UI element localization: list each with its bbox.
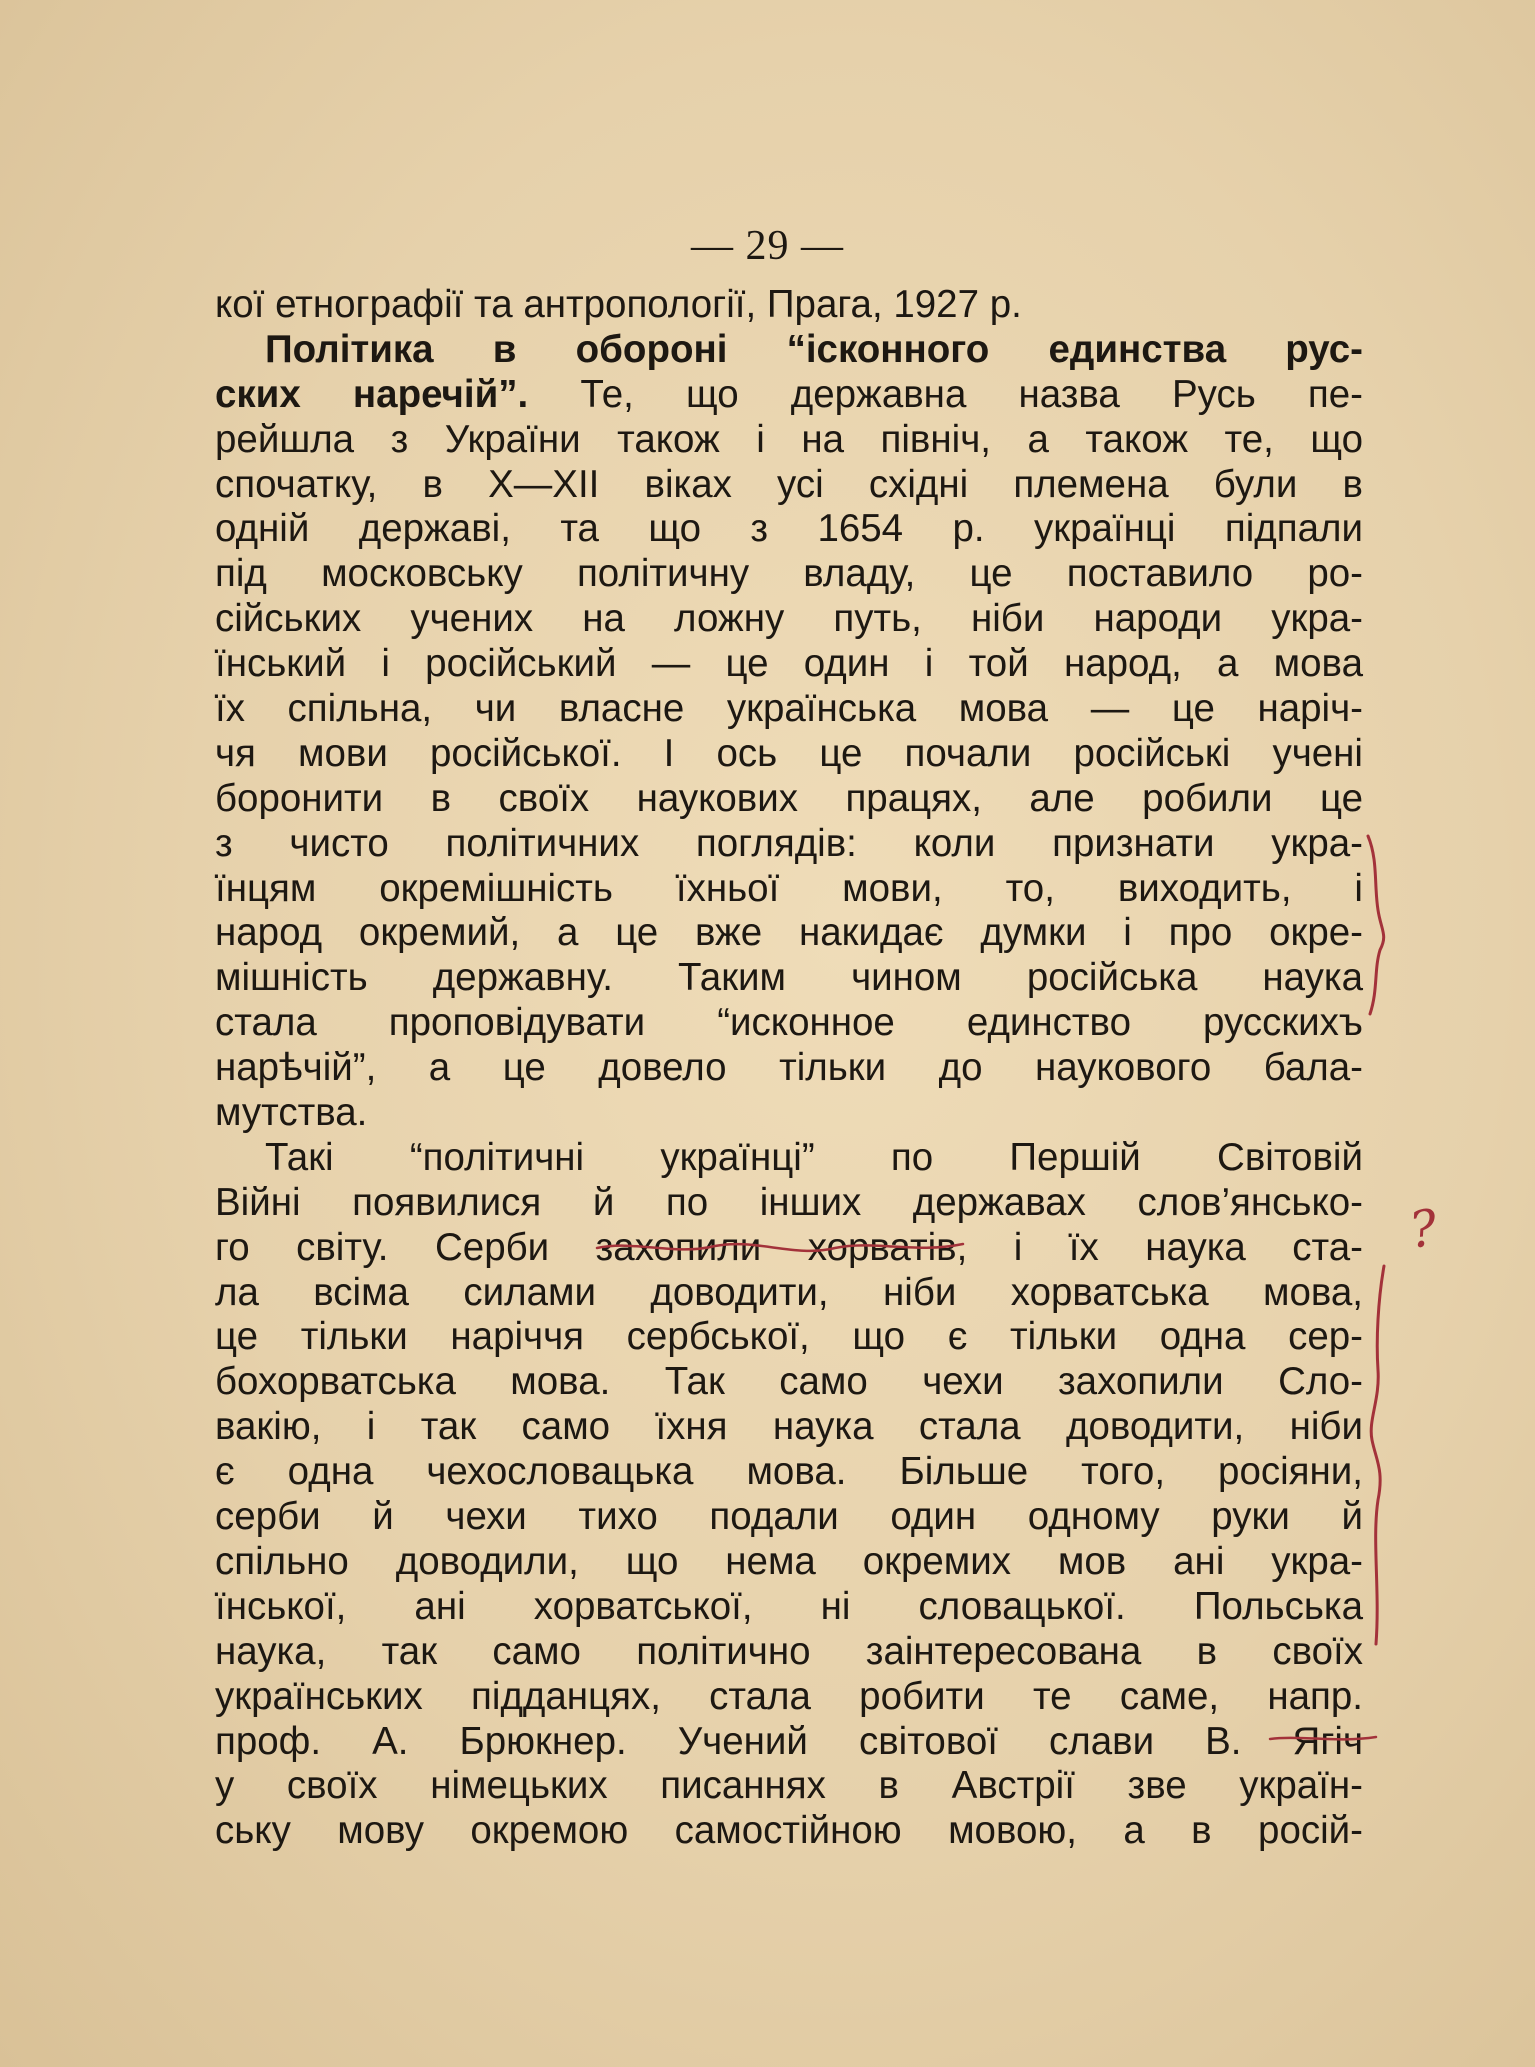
line-text: серби й чехи тихо подали один одному руки й [215, 1495, 1363, 1539]
line-text: рейшла з України також і на північ, а також те, що [215, 417, 1363, 461]
text-line [215, 597, 1363, 642]
text-line [215, 418, 1363, 463]
line-text: кої етнографії та антропології, Прага, 1927 р. [215, 283, 1022, 326]
line-text: їнської, ані хорватської, ні словацької. Польська [215, 1584, 1363, 1628]
line-text: вакію, і так само їхня наука стала доводити, ніби [215, 1405, 1363, 1449]
line-text: мішність державну. Таким чином російська наука [215, 956, 1363, 1000]
line-text: їнський і російський — це один і той народ, а мова [215, 642, 1363, 686]
text-line [215, 1226, 1363, 1271]
line-text: їх спільна, чи власне українська мова — це наріч- [215, 687, 1363, 731]
text-line [215, 1809, 1363, 1854]
text-line [215, 1271, 1363, 1316]
line-text: одній державі, та що з 1654 р. українці підпали [215, 507, 1363, 551]
line-text: проф. А. Брюкнер. Учений світової слави В. Ягіч [215, 1719, 1363, 1763]
page-number: — 29 — [691, 223, 844, 269]
line-text: українських підданцях, стала робити те саме, напр. [215, 1674, 1363, 1718]
text-line [215, 867, 1363, 912]
text-line [215, 507, 1363, 552]
text-line [215, 463, 1363, 508]
text-line [215, 1720, 1363, 1765]
text-line [215, 1091, 1363, 1136]
text-line [215, 822, 1363, 867]
line-text: стала проповідувати “исконное единство русскихъ [215, 1001, 1363, 1045]
line-text: Такі “політичні українці” по Першій Світовій [265, 1135, 1363, 1179]
line-text: боронити в своїх наукових працях, але робили це [215, 776, 1363, 820]
line-text: спочатку, в X—XII віках усі східні племена були в [215, 462, 1363, 506]
text-line [215, 1630, 1363, 1675]
line-text: бохорватська мова. Так само чехи захопили Сло- [215, 1360, 1363, 1404]
text-line [215, 1315, 1363, 1360]
text-line [215, 283, 1363, 328]
line-text: Те, що державна назва Русь пе- [528, 372, 1364, 416]
text-line [215, 1181, 1363, 1226]
text-line [215, 777, 1363, 822]
line-text: наука, так само політично заінтересована в своїх [215, 1629, 1363, 1673]
line-text: з чисто політичних поглядів: коли признати укра- [215, 821, 1363, 865]
text-line [215, 642, 1363, 687]
text-line [215, 956, 1363, 1001]
line-text: це тільки наріччя сербської, що є тільки одна сер- [215, 1315, 1363, 1359]
text-line [215, 1764, 1363, 1809]
section-heading: Політика в обороні “ісконного единства рус- [265, 327, 1363, 371]
text-line [215, 1495, 1363, 1540]
text-line [215, 1540, 1363, 1585]
line-text: спільно доводили, що нема окремих мов ані укра- [215, 1539, 1363, 1583]
margin-bracket-lower [1358, 1260, 1408, 1650]
text-line [215, 328, 1363, 373]
text-line [215, 1405, 1363, 1450]
line-text: є одна чехословацька мова. Більше того, росіяни, [215, 1450, 1363, 1494]
line-text: нарѣчій”, а це довело тільки до наукового бала- [215, 1046, 1363, 1090]
text-line [215, 1450, 1363, 1495]
text-line [215, 732, 1363, 777]
line-text: ську мову окремою самостійною мовою, а в росій- [215, 1809, 1363, 1853]
text-line [215, 552, 1363, 597]
line-text: у своїх німецьких писаннях в Австрії зве україн- [215, 1764, 1363, 1808]
text-line [215, 1675, 1363, 1720]
text-line [215, 687, 1363, 732]
line-text: ла всіма силами доводити, ніби хорватська мова, [215, 1270, 1363, 1314]
text-line [215, 1585, 1363, 1630]
line-text: їнцям окремішність їхньої мови, то, виходить, і [215, 866, 1363, 910]
text-line [215, 373, 1363, 418]
line-text: під московську політичну владу, це поставило ро- [215, 552, 1363, 596]
margin-bracket-upper [1360, 830, 1400, 1020]
text-line [215, 1001, 1363, 1046]
text-line [215, 1136, 1363, 1181]
text-line [215, 1046, 1363, 1091]
text-line [215, 911, 1363, 956]
line-text: народ окремий, а це вже накидає думки і про окре- [215, 911, 1363, 955]
line-text: сійських учених на ложну путь, ніби народи укра- [215, 597, 1363, 641]
line-text: Війні появилися й по інших державах слов’янсько- [215, 1180, 1363, 1224]
line-text: чя мови російської. І ось це почали російські учені [215, 731, 1363, 775]
line-text: мутства. [215, 1091, 368, 1135]
line-text: го світу. Серби захопили хорватів, і їх наука ста- [215, 1225, 1363, 1269]
section-heading: ских наречій”. [215, 372, 529, 416]
margin-question-mark: ? [1406, 1198, 1441, 1260]
text-line [215, 1360, 1363, 1405]
body-text [215, 283, 1363, 1854]
